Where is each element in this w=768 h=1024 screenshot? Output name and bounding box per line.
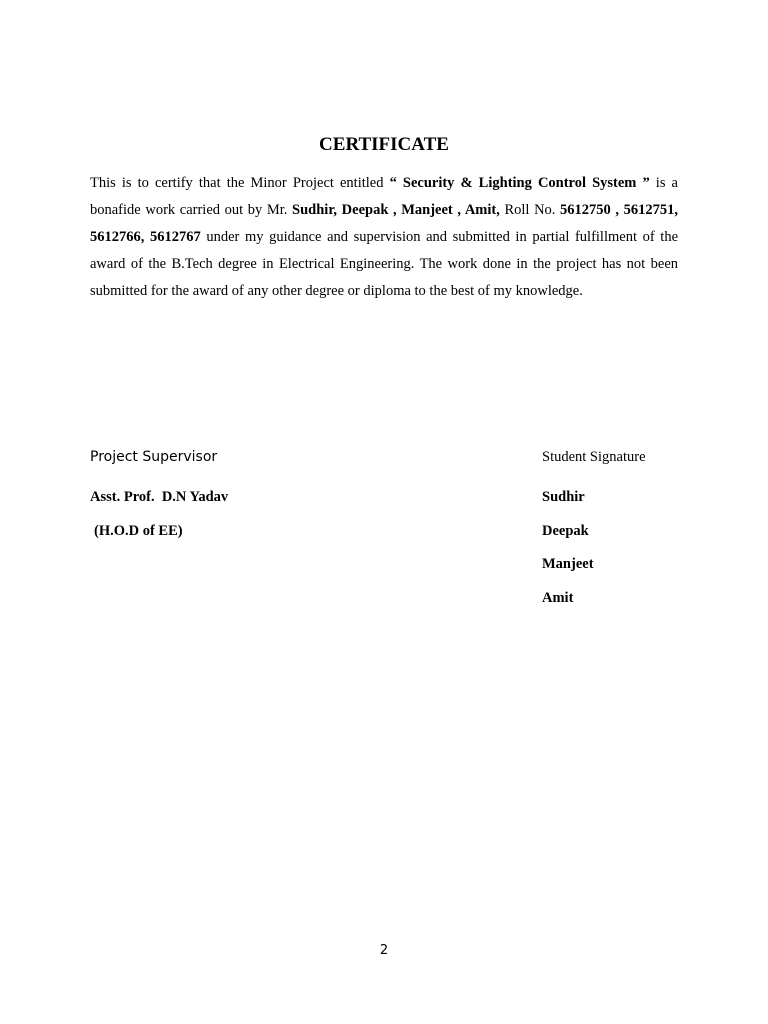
page-number: 2: [379, 943, 389, 958]
student-name: Manjeet: [542, 556, 594, 572]
roll-numbers: 5612750 , 5612751, 5612766, 5612767: [90, 201, 679, 245]
supervisor-label: Project Supervisor: [90, 449, 218, 465]
student-list: [542, 489, 594, 623]
certificate-body: [90, 170, 678, 305]
certificate-title: CERTIFICATE: [319, 134, 449, 155]
student-name: Deepak: [542, 522, 589, 539]
student-signature-label: Student Signature: [542, 449, 646, 465]
body-text-3: Roll No.: [499, 201, 561, 218]
student-names-inline: Sudhir, Deepak , Manjeet , Amit,: [292, 201, 500, 218]
body-text-4: under my guidance and supervision and submitted in partial fulfillment of the award of the B.Tech degree in Electrical Engineering. The work done in the project has not been submitted for the award of any other degree or diploma to the best of my knowledge.: [90, 228, 678, 299]
body-text-1: This is to certify that the Minor Project entitled: [90, 175, 390, 191]
supervisor-name: Asst. Prof. D.N Yadav: [90, 489, 229, 505]
body-text-2: is a bonafide work carried out by Mr.: [90, 175, 678, 218]
student-name: Sudhir: [542, 489, 585, 505]
student-name: Amit: [542, 589, 574, 606]
project-title: “ Security & Lighting Control System ”: [389, 175, 650, 191]
supervisor-role: (H.O.D of EE): [94, 523, 183, 539]
